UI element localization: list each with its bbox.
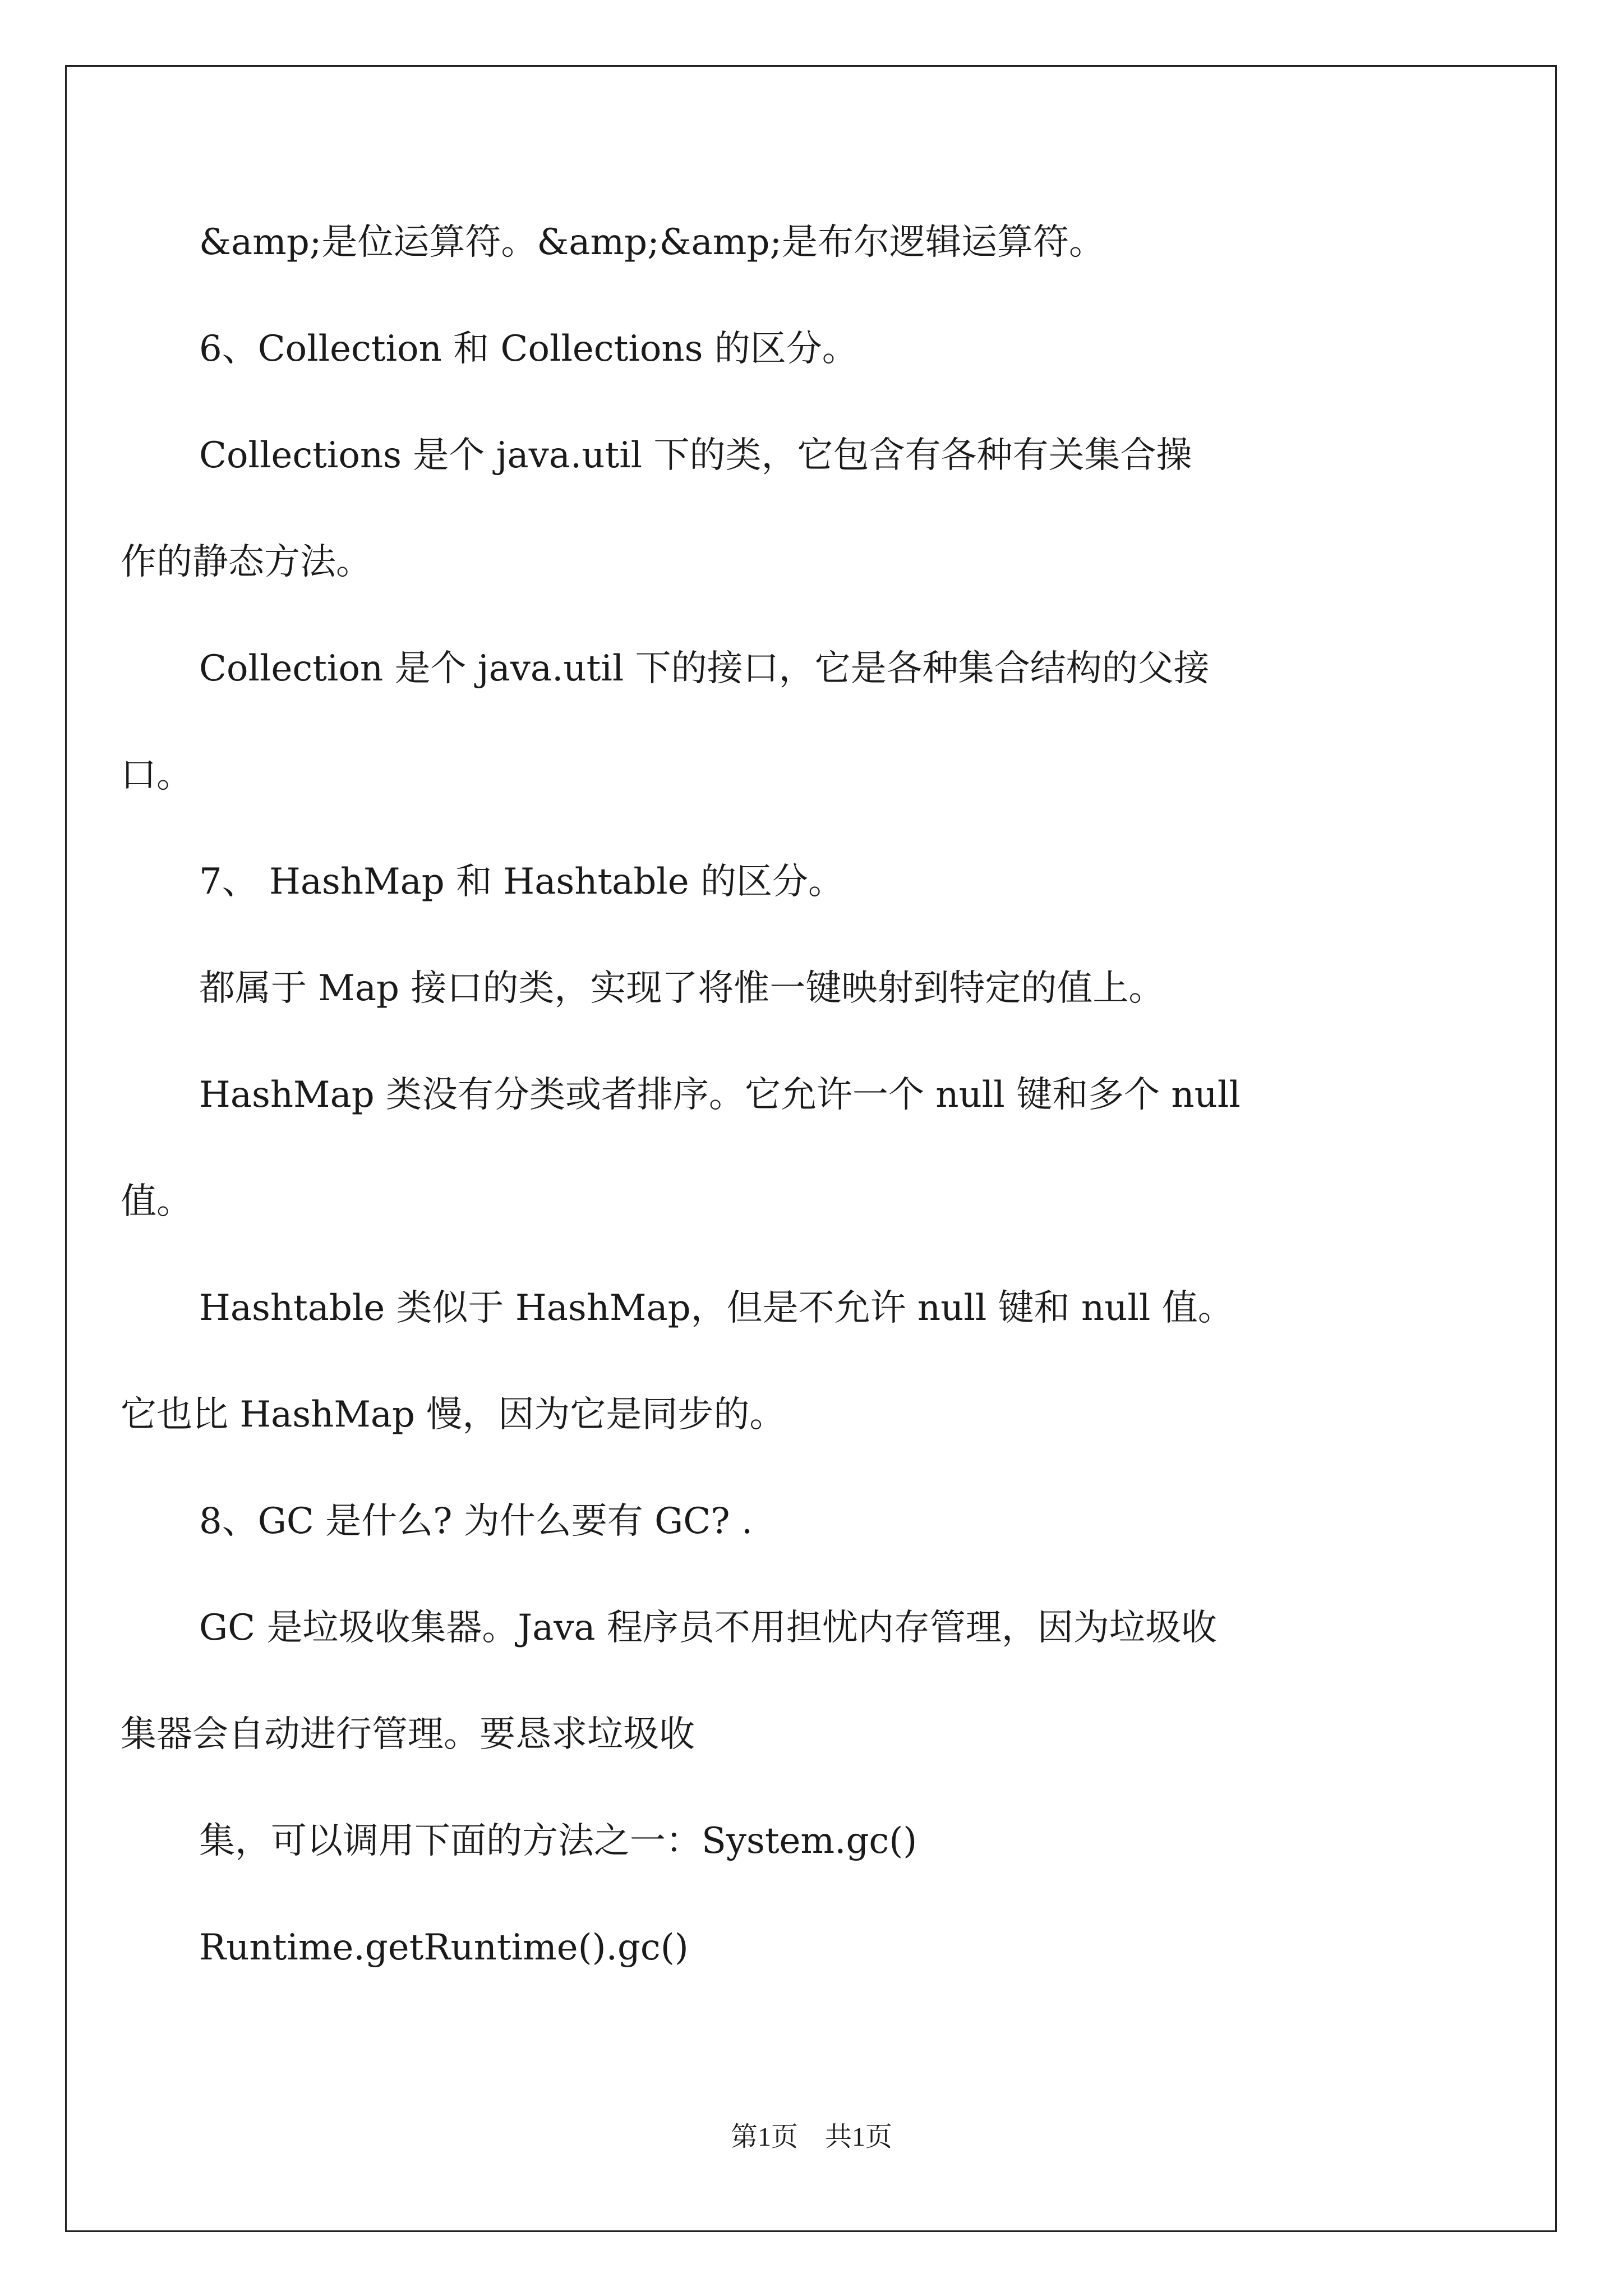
paragraph-line: 都属于 Map 接口的类，实现了将惟一键映射到特定的值上。 [199, 968, 1165, 1009]
paragraph-line: HashMap 类没有分类或者排序。它允许一个 null 键和多个 null [199, 1074, 1241, 1116]
paragraph-line: 集器会自动进行管理。要恳求垃圾收 [121, 1714, 695, 1755]
paragraph-line: Collection 是个 java.util 下的接口，它是各种集合结构的父接 [199, 648, 1210, 689]
paragraph-line: Hashtable 类似于 HashMap，但是不允许 null 键和 null 值。 [199, 1287, 1234, 1329]
paragraph-line: Collections 是个 java.util 下的类，它包含有各种有关集合操 [199, 435, 1192, 476]
section-heading-6: 6、Collection 和 Collections 的区分。 [199, 328, 858, 370]
code-line: Runtime.getRuntime().gc() [199, 1927, 689, 1968]
paragraph-line: 它也比 HashMap 慢，因为它是同步的。 [121, 1394, 786, 1435]
page-border [65, 65, 1557, 2232]
section-heading-8: 8、GC 是什么? 为什么要有 GC? . [199, 1501, 753, 1542]
paragraph-line: &amp;是位运算符。&amp;&amp;是布尔逻辑运算符。 [199, 222, 1105, 263]
paragraph-line: 口。 [121, 754, 192, 796]
paragraph-line: 值。 [121, 1181, 192, 1222]
section-heading-7: 7、 HashMap 和 Hashtable 的区分。 [199, 861, 844, 903]
paragraph-line: 作的静态方法。 [121, 541, 372, 583]
paragraph-line: 集，可以调用下面的方法之一：System.gc() [199, 1820, 917, 1862]
paragraph-line: GC 是垃圾收集器。Java 程序员不用担忧内存管理，因为垃圾收 [199, 1607, 1217, 1649]
page-number-footer: 第1页 共1页 [730, 2122, 892, 2152]
